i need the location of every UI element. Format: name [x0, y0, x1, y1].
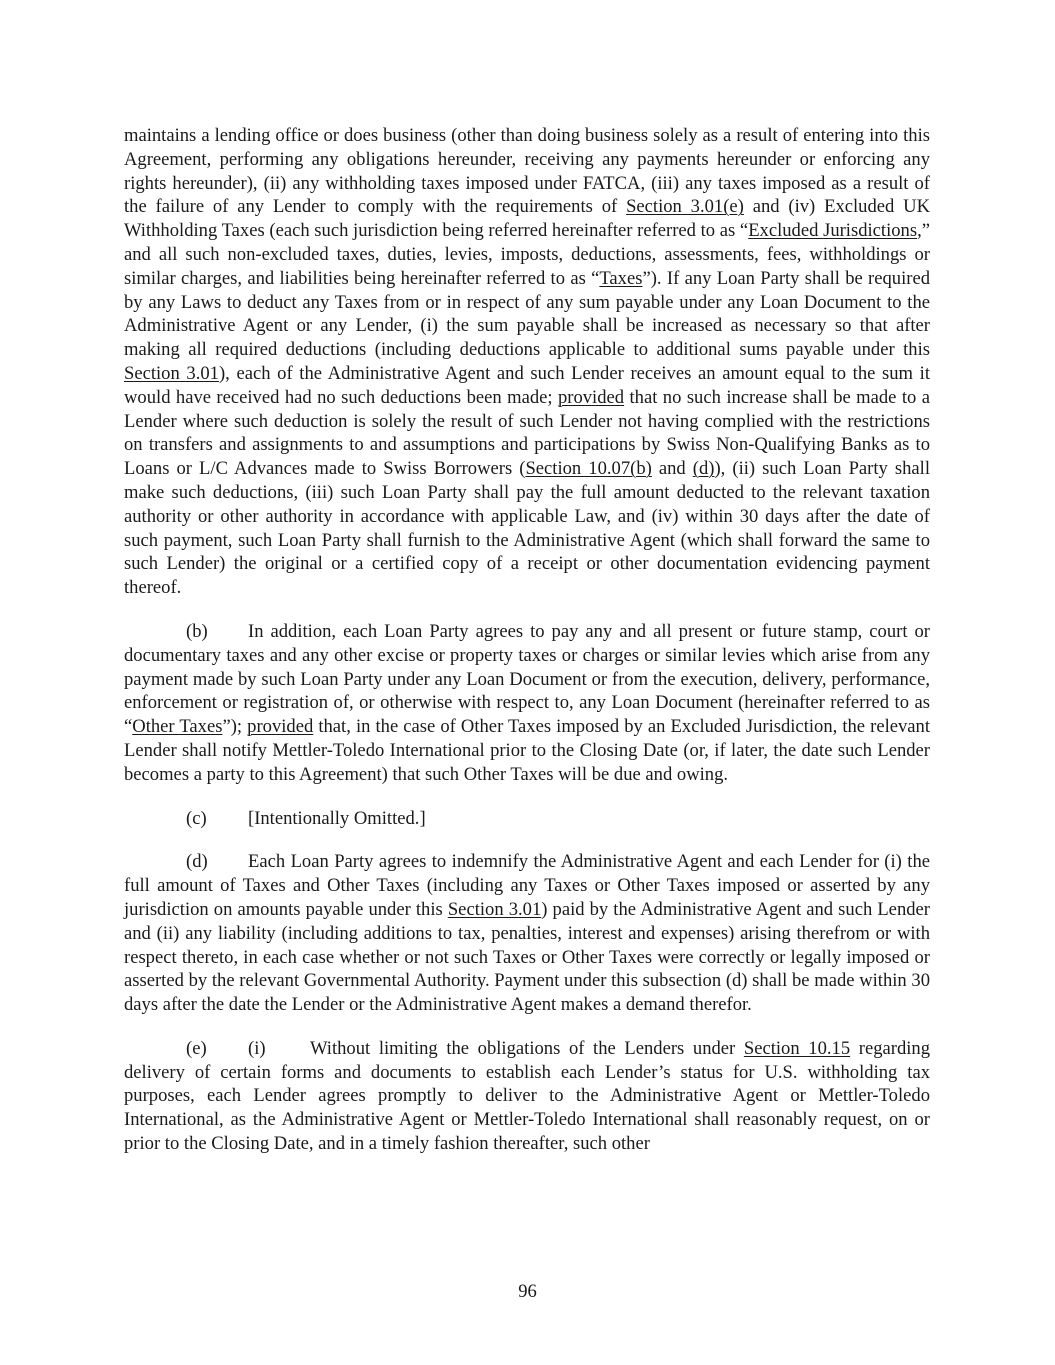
- paragraph-a-continuation: [124, 124, 930, 600]
- text-run: ) paid by the Administrative Agent and such Lender and (ii) any liability (including additions to tax, penalties, interest and expenses) arising therefrom or with respect thereto, in each case whether or not such Taxes or Other Taxes were correctly or legally imposed or asserted by the relevant Governmental Authority. Payment under this subsection (d) shall be made within 30 days after the date the Lender or the Administrative Agent makes a demand therefor.: [124, 898, 930, 1016]
- text-run: that, in the case of Other Taxes imposed by an Excluded Jurisdiction, the relevant Lender shall notify Mettler-Toledo International prior to the Closing Date (or, if later, the date such Lender becomes a party to this Agreement) that such Other Taxes will be due and owing.: [124, 716, 931, 785]
- defined-term: Other Taxes: [132, 716, 223, 738]
- text-run: ”);: [222, 716, 248, 738]
- paragraph-label: (d): [186, 851, 208, 873]
- text-run: ), (ii) such Loan Party shall make such deductions, (iii) such Loan Party shall pay the full amount deducted to the relevant taxation authority or other authority in accordance with applicable Law, and (iv) within 30 days after the date of such payment, such Loan Party shall furnish to the Administrative Agent (which shall forward the same to such Lender) the original or a certified copy of a receipt or other documentation evidencing payment thereof.: [124, 458, 931, 599]
- text-run: maintains a lending office or does business (other than doing business solely as a result of entering into this Agreement, performing any obligations hereunder, receiving any payments hereunder or enforcing any rights hereunder), (ii) any withholding taxes imposed under FATCA, (iii) any taxes imposed as a result of the failure of any Lender to comply with the requirements of: [124, 125, 930, 218]
- paragraph-c: [124, 807, 930, 831]
- paragraph-label: (b): [186, 620, 208, 642]
- defined-term: Taxes: [599, 267, 643, 289]
- text-run: that no such increase shall be made to a Lender where such deduction is solely the result of such Lender not having complied with the restrictions on transfers and assignments to and assumptions and participations by Swiss Non-Qualifying Banks as to Loans or L/C Advances made to Swiss Borrowers (: [124, 386, 930, 480]
- text-run: and (iv) Excluded UK Withholding Taxes (each such jurisdiction being referred hereinafter referred to as “: [124, 196, 930, 242]
- text-run: ,” and all such non-excluded taxes, duties, levies, imposts, deductions, assessments, fees, withholdings or similar charges, and liabilities being hereinafter referred to as “: [124, 220, 930, 289]
- section-reference: Section 10.15: [743, 1037, 851, 1059]
- text-run: [Intentionally Omitted.]: [248, 807, 426, 829]
- defined-term: provided: [557, 386, 625, 408]
- section-reference: Section 3.01: [124, 362, 219, 384]
- page-number: 96: [518, 1281, 537, 1302]
- text-run: ), each of the Administrative Agent and such Lender receives an amount equal to the sum it would have received had no such deductions been made;: [124, 362, 930, 408]
- paragraph-e: [124, 1037, 930, 1156]
- text-run: Each Loan Party agrees to indemnify the Administrative Agent and each Lender for (i) the full amount of Taxes and Other Taxes (including any Taxes or Other Taxes imposed or asserted by any jurisdiction on amounts payable under this: [124, 851, 930, 920]
- document-page: [124, 124, 930, 1176]
- text-run: ”). If any Loan Party shall be required by any Laws to deduct any Taxes from or in respect of any sum payable under any Loan Document to the Administrative Agent or any Lender, (i) the sum payable shall be increased as necessary so that after making all required deductions (including deductions applicable to additional sums payable under this: [124, 267, 930, 361]
- paragraph-label: (c): [186, 807, 207, 829]
- paragraph-label: (e): [186, 1037, 207, 1059]
- text-run: Without limiting the obligations of the Lenders under: [310, 1037, 744, 1059]
- defined-term: provided: [247, 716, 314, 738]
- subparagraph-label: (i): [248, 1037, 266, 1059]
- paragraph-d: [124, 850, 930, 1017]
- text-run: regarding delivery of certain forms and documents to establish each Lender’s status for U.S. withholding tax purposes, each Lender agrees promptly to deliver to the Administrative Agent or Mettler-Toledo International, as the Administrative Agent or Mettler-Toledo International shall reasonably request, on or prior to the Closing Date, and in a timely fashion thereafter, such other: [124, 1037, 930, 1155]
- section-reference: (d): [692, 458, 715, 480]
- section-reference: Section 3.01: [447, 898, 542, 920]
- text-run: and: [651, 458, 693, 480]
- defined-term: Excluded Jurisdictions: [748, 220, 918, 242]
- paragraph-b: [124, 620, 930, 787]
- section-reference: Section 10.07(b): [525, 458, 652, 480]
- section-reference: Section 3.01(e): [626, 196, 744, 218]
- text-run: In addition, each Loan Party agrees to pay any and all present or future stamp, court or documentary taxes and any other excise or property taxes or charges or similar levies which arise from any payment made by such Loan Party under any Loan Document or from the execution, delivery, performance, enforcement or registration of, or otherwise with respect to, any Loan Document (hereinafter referred to as “: [124, 620, 930, 738]
